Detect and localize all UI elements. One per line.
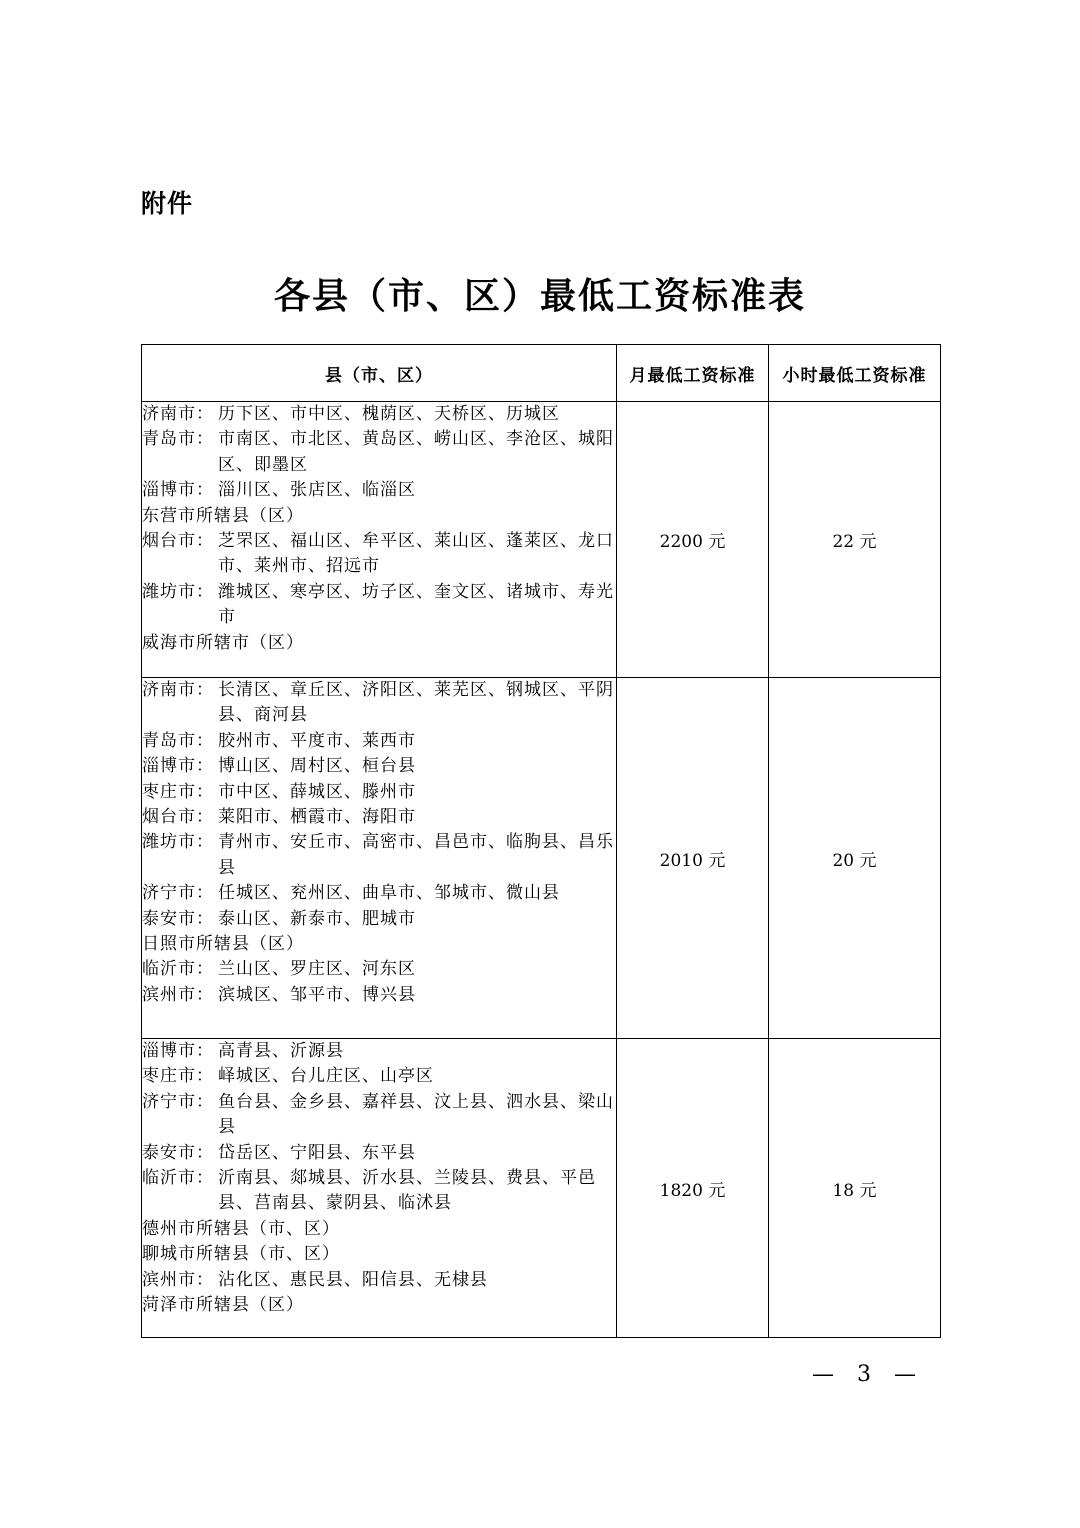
region-line xyxy=(142,932,616,957)
region-line xyxy=(142,631,616,656)
header-hourly-wage: 小时最低工资标准 xyxy=(769,345,941,402)
region-line xyxy=(142,402,616,427)
region-full-text: 威海市所辖市（区） xyxy=(142,632,304,653)
region-line xyxy=(142,580,616,631)
monthly-wage-value: 1820 元 xyxy=(617,1039,769,1338)
region-full-text: 东营市所辖县（区） xyxy=(142,505,304,526)
monthly-wage-value: 2010 元 xyxy=(617,678,769,1039)
region-line xyxy=(142,427,616,478)
monthly-wage-value: 2200 元 xyxy=(617,402,769,678)
region-line xyxy=(142,1090,616,1141)
district-list: 胶州市、平度市、莱西市 xyxy=(218,730,416,751)
hourly-wage-value: 20 元 xyxy=(769,678,941,1039)
region-line xyxy=(142,1064,616,1089)
document-title: 各县（市、区）最低工资标准表 xyxy=(273,275,806,317)
district-list: 莱阳市、栖霞市、海阳市 xyxy=(218,807,416,828)
attachment-label: 附件 xyxy=(141,189,194,218)
district-list: 兰山区、罗庄区、河东区 xyxy=(218,959,416,980)
region-full-text: 德州市所辖县（市、区） xyxy=(142,1218,340,1239)
region-line xyxy=(142,478,616,503)
region-line xyxy=(142,957,616,982)
district-list: 芝罘区、福山区、牟平区、莱山区、蓬莱区、龙口市、莱州市、招远市 xyxy=(218,531,614,577)
district-list: 沂南县、郯城县、沂水县、兰陵县、费县、平邑县、莒南县、蒙阴县、临沭县 xyxy=(218,1168,596,1214)
district-list: 沾化区、惠民县、阳信县、无棣县 xyxy=(218,1269,488,1290)
table-row xyxy=(142,678,941,1039)
region-line xyxy=(142,1217,616,1242)
city-name: 泰安市： xyxy=(142,1142,214,1163)
district-list: 滨城区、邹平市、博兴县 xyxy=(218,984,416,1005)
region-cell xyxy=(142,678,617,1039)
district-list: 泰山区、新泰市、肥城市 xyxy=(218,908,416,929)
district-list: 淄川区、张店区、临淄区 xyxy=(218,480,416,501)
city-name: 烟台市： xyxy=(142,807,214,828)
city-name: 济宁市： xyxy=(142,1091,214,1112)
district-list: 博山区、周村区、桓台县 xyxy=(218,756,416,777)
region-line xyxy=(142,1242,616,1267)
region-line xyxy=(142,678,616,729)
city-name: 潍坊市： xyxy=(142,581,214,602)
region-full-text: 聊城市所辖县（市、区） xyxy=(142,1244,340,1265)
table-header-row xyxy=(142,345,941,402)
header-region: 县（市、区） xyxy=(142,345,617,402)
region-line xyxy=(142,983,616,1008)
region-line xyxy=(142,805,616,830)
city-name: 临沂市： xyxy=(142,1168,214,1189)
district-list: 青州市、安丘市、高密市、昌邑市、临朐县、昌乐县 xyxy=(218,832,614,878)
city-name: 烟台市： xyxy=(142,531,214,552)
district-list: 鱼台县、金乡县、嘉祥县、汶上县、泗水县、梁山县 xyxy=(218,1091,614,1138)
region-line xyxy=(142,1039,616,1064)
city-name: 济南市： xyxy=(142,680,214,700)
city-name: 济南市： xyxy=(142,404,214,424)
district-list: 高青县、沂源县 xyxy=(218,1041,344,1061)
region-line xyxy=(142,1268,616,1293)
region-full-text: 日照市所辖县（区） xyxy=(142,934,304,955)
region-line xyxy=(142,1141,616,1166)
hourly-wage-value: 22 元 xyxy=(769,402,941,678)
header-monthly-wage: 月最低工资标准 xyxy=(617,345,769,402)
city-name: 淄博市： xyxy=(142,1041,214,1061)
region-line xyxy=(142,830,616,881)
city-name: 潍坊市： xyxy=(142,832,214,853)
city-name: 临沂市： xyxy=(142,959,214,980)
region-line xyxy=(142,907,616,932)
page-number: — 3 — xyxy=(812,1362,924,1387)
region-line xyxy=(142,529,616,580)
city-name: 枣庄市： xyxy=(142,1066,214,1087)
region-line xyxy=(142,881,616,906)
region-line xyxy=(142,729,616,754)
city-name: 泰安市： xyxy=(142,908,214,929)
city-name: 青岛市： xyxy=(142,429,214,450)
district-list: 长清区、章丘区、济阳区、莱芜区、钢城区、平阴县、商河县 xyxy=(218,680,614,726)
hourly-wage-value: 18 元 xyxy=(769,1039,941,1338)
city-name: 枣庄市： xyxy=(142,781,214,802)
district-list: 峄城区、台儿庄区、山亭区 xyxy=(218,1066,434,1087)
city-name: 淄博市： xyxy=(142,756,214,777)
minimum-wage-table xyxy=(141,344,941,1338)
region-line xyxy=(142,1293,616,1318)
region-full-text: 菏泽市所辖县（区） xyxy=(142,1295,304,1316)
district-list: 市南区、市北区、黄岛区、崂山区、李沧区、城阳区、即墨区 xyxy=(218,429,614,475)
district-list: 任城区、兖州区、曲阜市、邹城市、微山县 xyxy=(218,883,560,904)
district-list: 岱岳区、宁阳县、东平县 xyxy=(218,1142,416,1163)
table-row xyxy=(142,402,941,678)
region-line xyxy=(142,504,616,529)
region-line xyxy=(142,1166,616,1217)
city-name: 滨州市： xyxy=(142,1269,214,1290)
city-name: 青岛市： xyxy=(142,730,214,751)
region-line xyxy=(142,780,616,805)
district-list: 潍城区、寒亭区、坊子区、奎文区、诸城市、寿光市 xyxy=(218,581,614,628)
city-name: 滨州市： xyxy=(142,984,214,1005)
region-cell xyxy=(142,1039,617,1338)
district-list: 历下区、市中区、槐荫区、天桥区、历城区 xyxy=(218,404,560,424)
city-name: 济宁市： xyxy=(142,883,214,904)
region-line xyxy=(142,754,616,779)
region-cell xyxy=(142,402,617,678)
table-row xyxy=(142,1039,941,1338)
district-list: 市中区、薛城区、滕州市 xyxy=(218,781,416,802)
city-name: 淄博市： xyxy=(142,480,214,501)
